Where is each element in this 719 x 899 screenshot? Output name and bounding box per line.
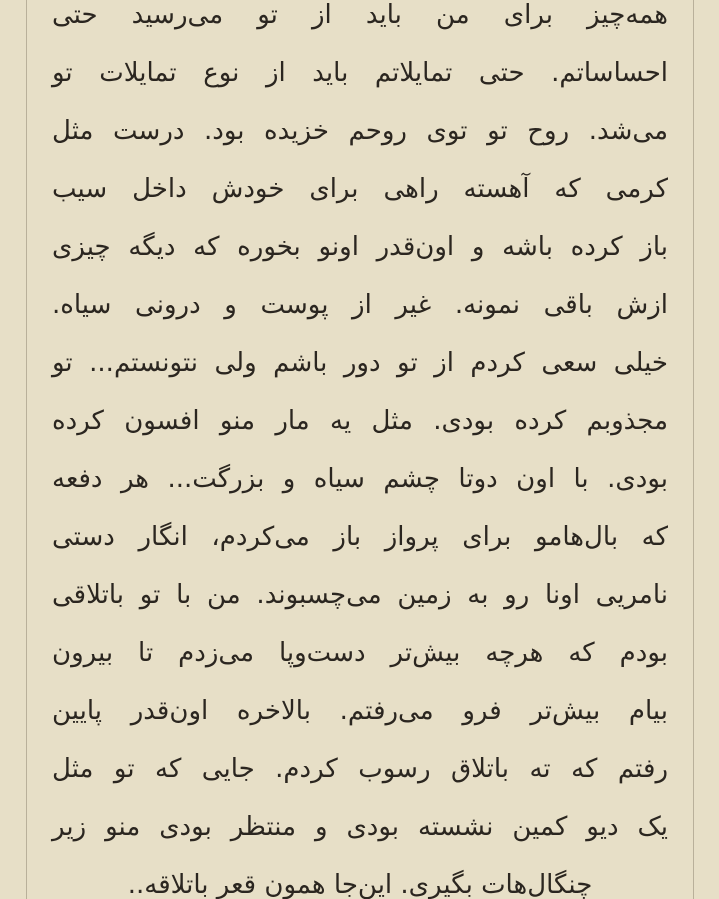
text-line-5: باز کرده باشه و اون‌قدر اونو بخوره که دیگه چیزی [52,232,668,262]
text-line-2: احساساتم. حتی تمایلاتم باید از نوع تمایلات تو [52,58,668,88]
text-line-8: مجذوبم کرده بودی. مثل یه مار منو افسون کرده [52,406,668,436]
text-line-1: همه‌چیز برای من باید از تو می‌رسید حتی [52,0,668,30]
text-line-15: یک دیو کمین نشسته بودی و منتظر بودی منو زیر [52,812,668,842]
text-line-4: کرمی که آهسته راهی برای خودش داخل سیب [52,174,668,204]
right-margin-rule [693,0,694,899]
text-line-13: بیام بیش‌تر فرو می‌رفتم. بالاخره اون‌قدر پایین [52,696,668,726]
text-line-11: نامریی اونا رو به زمین می‌چسبوند. من با تو باتلاقی [52,580,668,610]
text-line-10: که بال‌هامو برای پرواز باز می‌کردم، انگار دستی [52,522,668,552]
body-text [52,0,668,899]
text-line-12: بودم که هرچه بیش‌تر دست‌وپا می‌زدم تا بیرون [52,638,668,668]
text-line-3: می‌شد. روح تو توی روحم خزیده بود. درست مثل [52,116,668,146]
text-line-6: ازش باقی نمونه. غیر از پوست و درونی سیاه. [52,290,668,320]
text-line-16: چنگال‌هات بگیری. این‌جا همون قعر باتلاقه.. [127,870,593,899]
text-line-14: رفتم که ته باتلاق رسوب کردم. جایی که تو مثل [52,754,668,784]
text-line-7: خیلی سعی کردم از تو دور باشم ولی نتونستم... تو [52,348,668,378]
left-margin-rule [26,0,27,899]
text-line-9: بودی. با اون دوتا چشم سیاه و بزرگت... هر دفعه [52,464,668,494]
